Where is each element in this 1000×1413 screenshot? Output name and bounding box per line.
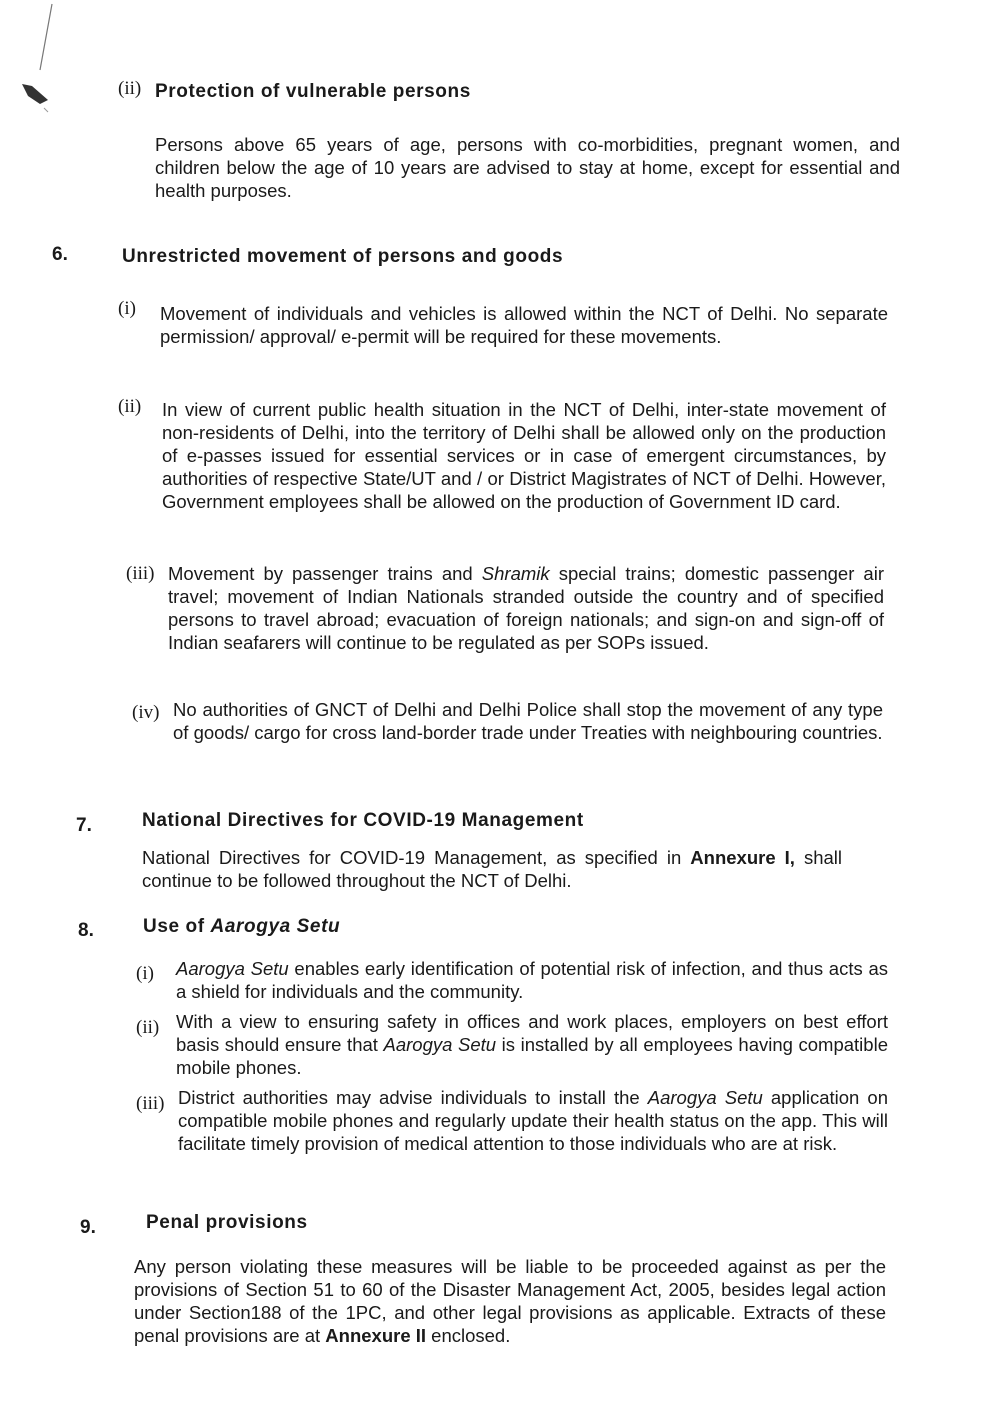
section8-item-iii-marker: (iii) xyxy=(136,1093,165,1114)
section5-item-ii-heading: Protection of vulnerable persons xyxy=(155,81,471,102)
section6-item-i-marker: (i) xyxy=(118,298,136,319)
section6-item-iii-marker: (iii) xyxy=(126,563,155,584)
section6-heading: Unrestricted movement of persons and goods xyxy=(122,246,564,267)
section9-number: 9. xyxy=(80,1217,96,1238)
section6-item-ii-text: In view of current public health situation in the NCT of Delhi, inter-state movement of non-residents of Delhi, into the territory of Delhi shall be allowed only on the production of e-passes issued for essential services or in case of emergent circumstances, by authorities of respective State/UT and / or District Magistrates of NCT of Delhi. However, Government employees shall be allowed on the production of Government ID card. xyxy=(162,399,886,512)
section8-item-i-marker: (i) xyxy=(136,963,154,984)
section6-item-ii-marker: (ii) xyxy=(118,396,142,417)
section8-item-ii-text: With a view to ensuring safety in offices and work places, employers on best effort basis should ensure that Aarogya Setu is installed by all employees having compatible mobile phones. xyxy=(176,1011,888,1078)
section6-number: 6. xyxy=(52,244,68,265)
section6-item-iv-marker: (iv) xyxy=(132,702,160,723)
section8-number: 8. xyxy=(78,920,94,941)
section8-item-ii-marker: (ii) xyxy=(136,1017,160,1038)
section8-item-iii-text: District authorities may advise individuals to install the Aarogya Setu application on compatible mobile phones and regularly update their health status on the app. This will facilitate timely provision of medical attention to those individuals who are at risk. xyxy=(178,1087,889,1154)
section7-text: National Directives for COVID-19 Management, as specified in Annexure I, shall continue to be followed throughout the NCT of Delhi. xyxy=(142,847,842,891)
section9-heading: Penal provisions xyxy=(146,1212,308,1233)
section5-item-ii-text: Persons above 65 years of age, persons with co-morbidities, pregnant women, and children below the age of 10 years are advised to stay at home, except for essential and health purposes. xyxy=(155,134,900,201)
section9-text: Any person violating these measures will be liable to be proceeded against as per the provisions of Section 51 to 60 of the Disaster Management Act, 2005, besides legal action under Section188 of the 1PC, and other legal provisions as applicable. Extracts of these penal provisions are at Annexure II enclosed. xyxy=(134,1256,886,1346)
section5-item-ii-marker: (ii) xyxy=(118,78,142,99)
section6-item-iii-text: Movement by passenger trains and Shramik special trains; domestic passenger air travel; movement of Indian Nationals stranded outside the country and of specified persons to travel abroad; evacuation of foreign nationals; and sign-on and sign-off of Indian seafarers will continue to be regulated as per SOPs issued. xyxy=(168,563,884,653)
section8-item-i-text: Aarogya Setu enables early identification of potential risk of infection, and thus acts as a shield for individuals and the community. xyxy=(176,958,888,1002)
section7-heading: National Directives for COVID-19 Management xyxy=(142,810,584,831)
staple-mark-graphic xyxy=(18,0,78,140)
section8-heading: Use of Aarogya Setu xyxy=(143,916,341,937)
section6-item-i-text: Movement of individuals and vehicles is allowed within the NCT of Delhi. No separate permission/ approval/ e-permit will be required for these movements. xyxy=(160,303,888,347)
section6-item-iv-text: No authorities of GNCT of Delhi and Delhi Police shall stop the movement of any type of goods/ cargo for cross land-border trade under Treaties with neighbouring countries. xyxy=(173,699,883,743)
section7-number: 7. xyxy=(76,815,92,836)
